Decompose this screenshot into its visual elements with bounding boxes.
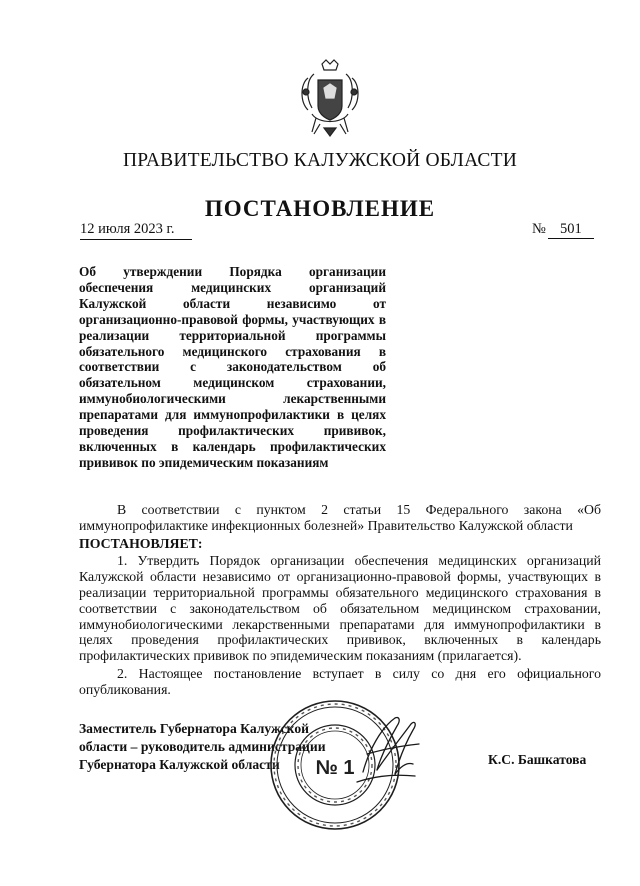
signer-position-line: Заместитель Губернатора Калужской <box>79 721 309 736</box>
kaluga-coat-of-arms-icon <box>298 58 362 140</box>
handwritten-signature-icon <box>355 710 425 790</box>
preamble-paragraph <box>79 502 601 534</box>
signer-position-line: области – руководитель администрации <box>79 738 326 754</box>
document-date: 12 июля 2023 г. <box>80 221 192 240</box>
seal-number: № 1 <box>315 757 355 779</box>
document-type-title: ПОСТАНОВЛЕНИЕ <box>204 196 436 221</box>
preamble-text: В соответствии с пунктом 2 статьи 15 Федерального закона «Об иммунопрофилактике инфекционных болезней» Правительство Калужской области <box>79 502 601 533</box>
number-label: № <box>532 221 546 237</box>
document-body <box>79 502 601 698</box>
signer-position-line: Губернатора Калужской области <box>79 756 280 772</box>
decree-word: ПОСТАНОВЛЯЕТ: <box>79 535 203 551</box>
decree-line <box>79 536 601 552</box>
decree-item: 1. Утвердить Порядок организации обеспечения медицинских организаций Калужской области независимо от организационно-правовой формы, участвующих в реализации территориальной программы обязательного медицинского страхования в соответствии с законодательством об обязательном медицинском страховании, иммунобиологическими лекарственными препаратами для иммунопрофилактики в целях проведения профилактических прививок, включенных в календарь профилактических прививок по эпидемическим показаниям (прилагается). <box>79 553 601 664</box>
organization-title: ПРАВИТЕЛЬСТВО КАЛУЖСКОЙ ОБЛАСТИ <box>123 150 517 171</box>
document-number <box>532 221 594 239</box>
decree-item: 2. Настоящее постановление вступает в силу со дня его официального опубликования. <box>79 665 601 697</box>
document-subject: Об утверждении Порядка организации обеспечения медицинских организаций Калужской области независимо от организационно-правовой формы, участвующих в реализации территориальной программы обязательного медицинского страхования в соответствии с законодательством об обязательном медицинском страховании, иммунобиологическими лекарственными препаратами для иммунопрофилактики в целях проведения профилактических прививок, включенных в календарь профилактических прививок по эпидемическим показаниям <box>79 264 386 470</box>
signer-name: К.С. Башкатова <box>488 752 587 767</box>
number-value: 501 <box>548 221 594 239</box>
